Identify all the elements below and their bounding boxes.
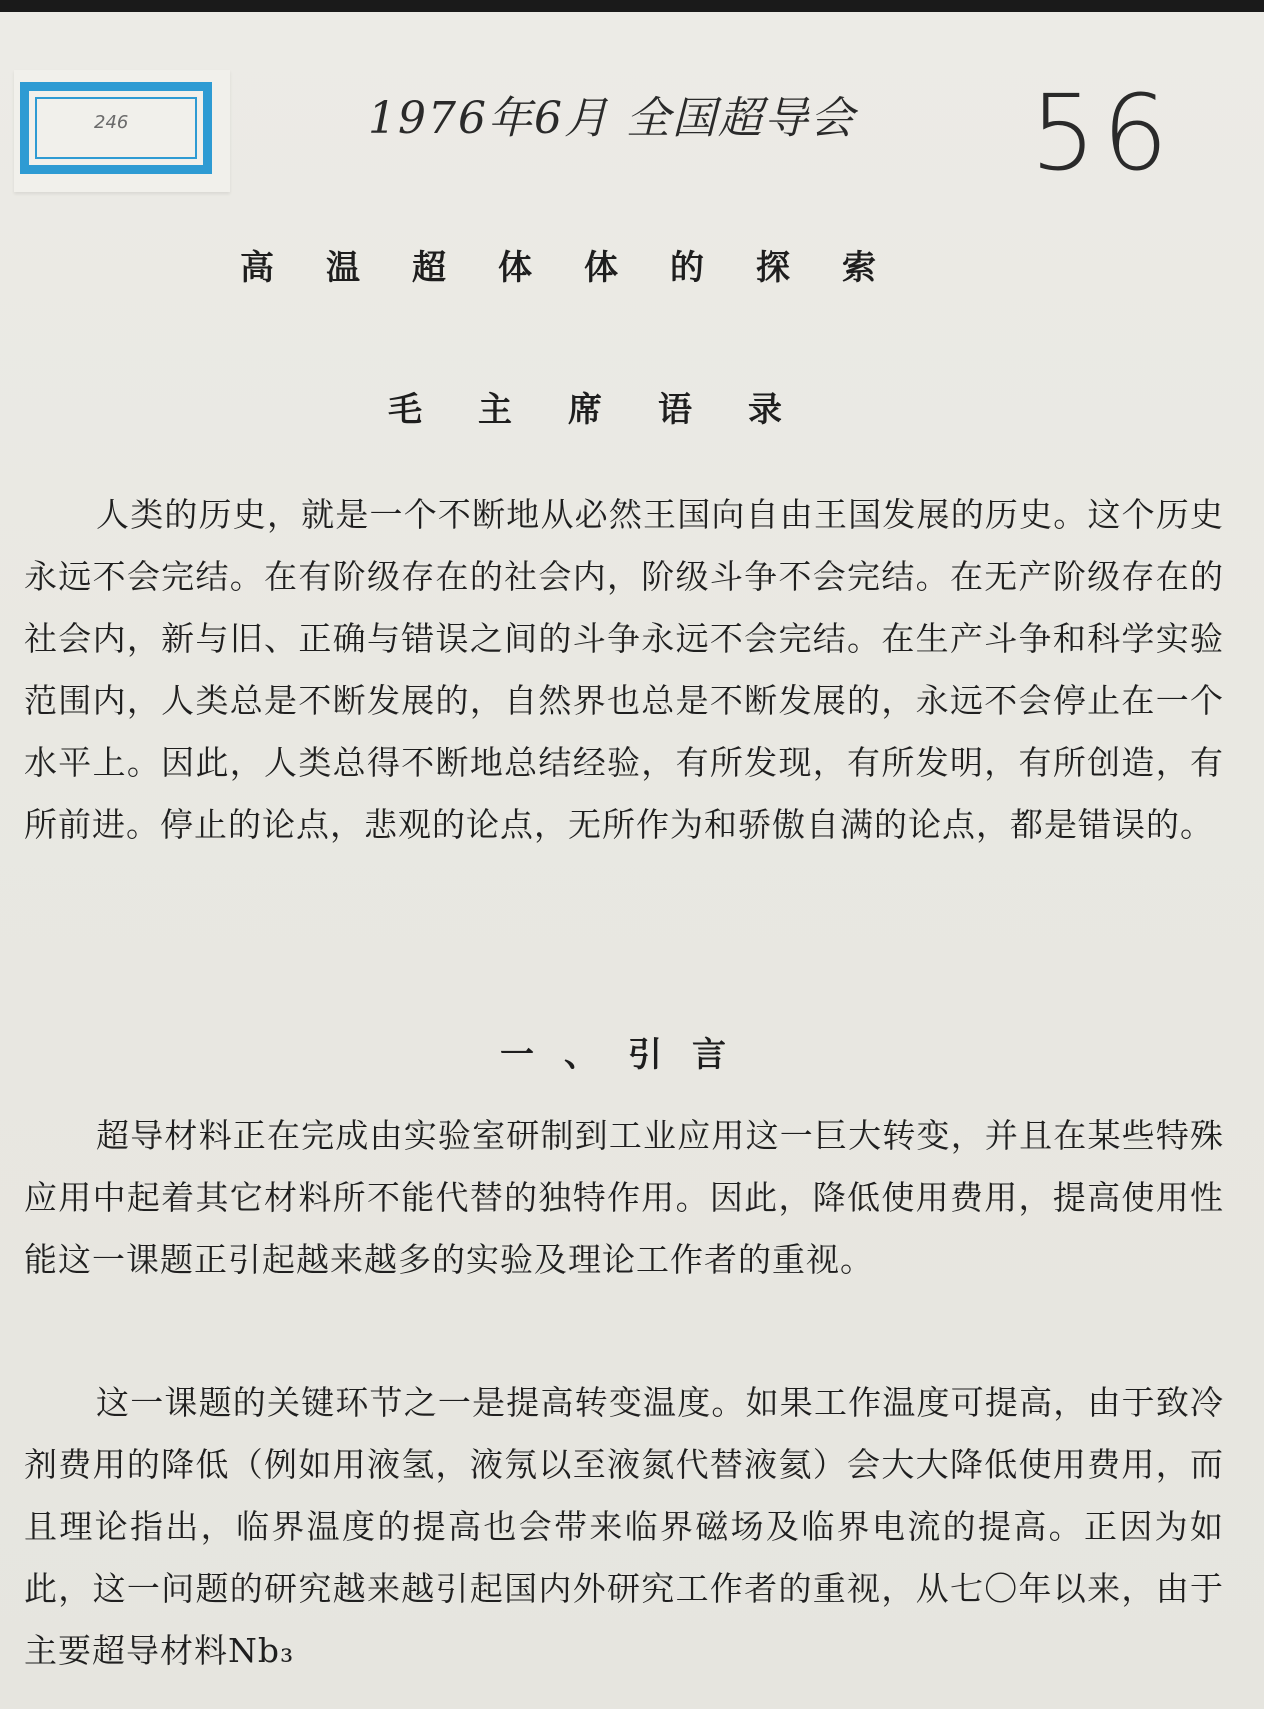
stamp-number: 246 [94,112,129,133]
handwritten-date-note: 1976年6月 全国超导会 [368,93,856,144]
body-paragraph-1: 超导材料正在完成由实验室研制到工业应用这一巨大转变，并且在某些特殊应用中起着其它材料所不能代替的独特作用。因此，降低使用费用，提高使用性能这一课题正引起越来越多的实验及理论工作者的重视。 [24,1116,1224,1279]
body-paragraph-2: 这一课题的关键环节之一是提高转变温度。如果工作温度可提高，由于致冷剂费用的降低（例如用液氢，液氖以至液氮代替液氦）会大大降低使用费用，而且理论指出，临界温度的提高也会带来临界磁场及临界电流的提高。正因为如此，这一问题的研究越来越引起国内外研究工作者的重视，从七〇年以来，由于主要超导材料Nb₃ [24,1383,1224,1670]
quotation-paragraph: 人类的历史，就是一个不断地从必然王国向自由王国发展的历史。这个历史永远不会完结。在有阶级存在的社会内，阶级斗争不会完结。在无产阶级存在的社会内，新与旧、正确与错误之间的斗争永远不会完结。在生产斗争和科学实验范围内，人类总是不断发展的，自然界也总是不断发展的，永远不会停止在一个水平上。因此，人类总得不断地总结经验，有所发现，有所发明，有所创造，有所前进。停止的论点，悲观的论点，无所作为和骄傲自满的论点，都是错误的。 [24,495,1224,844]
archive-stamp [14,70,230,192]
document-page [0,12,1264,1709]
document-title: 高温超体体的探索 [240,248,928,288]
handwritten-page-number: 56 [1030,72,1175,194]
quotation-heading: 毛主席语录 [388,390,838,430]
section-heading: 一、引言 [500,1035,756,1075]
